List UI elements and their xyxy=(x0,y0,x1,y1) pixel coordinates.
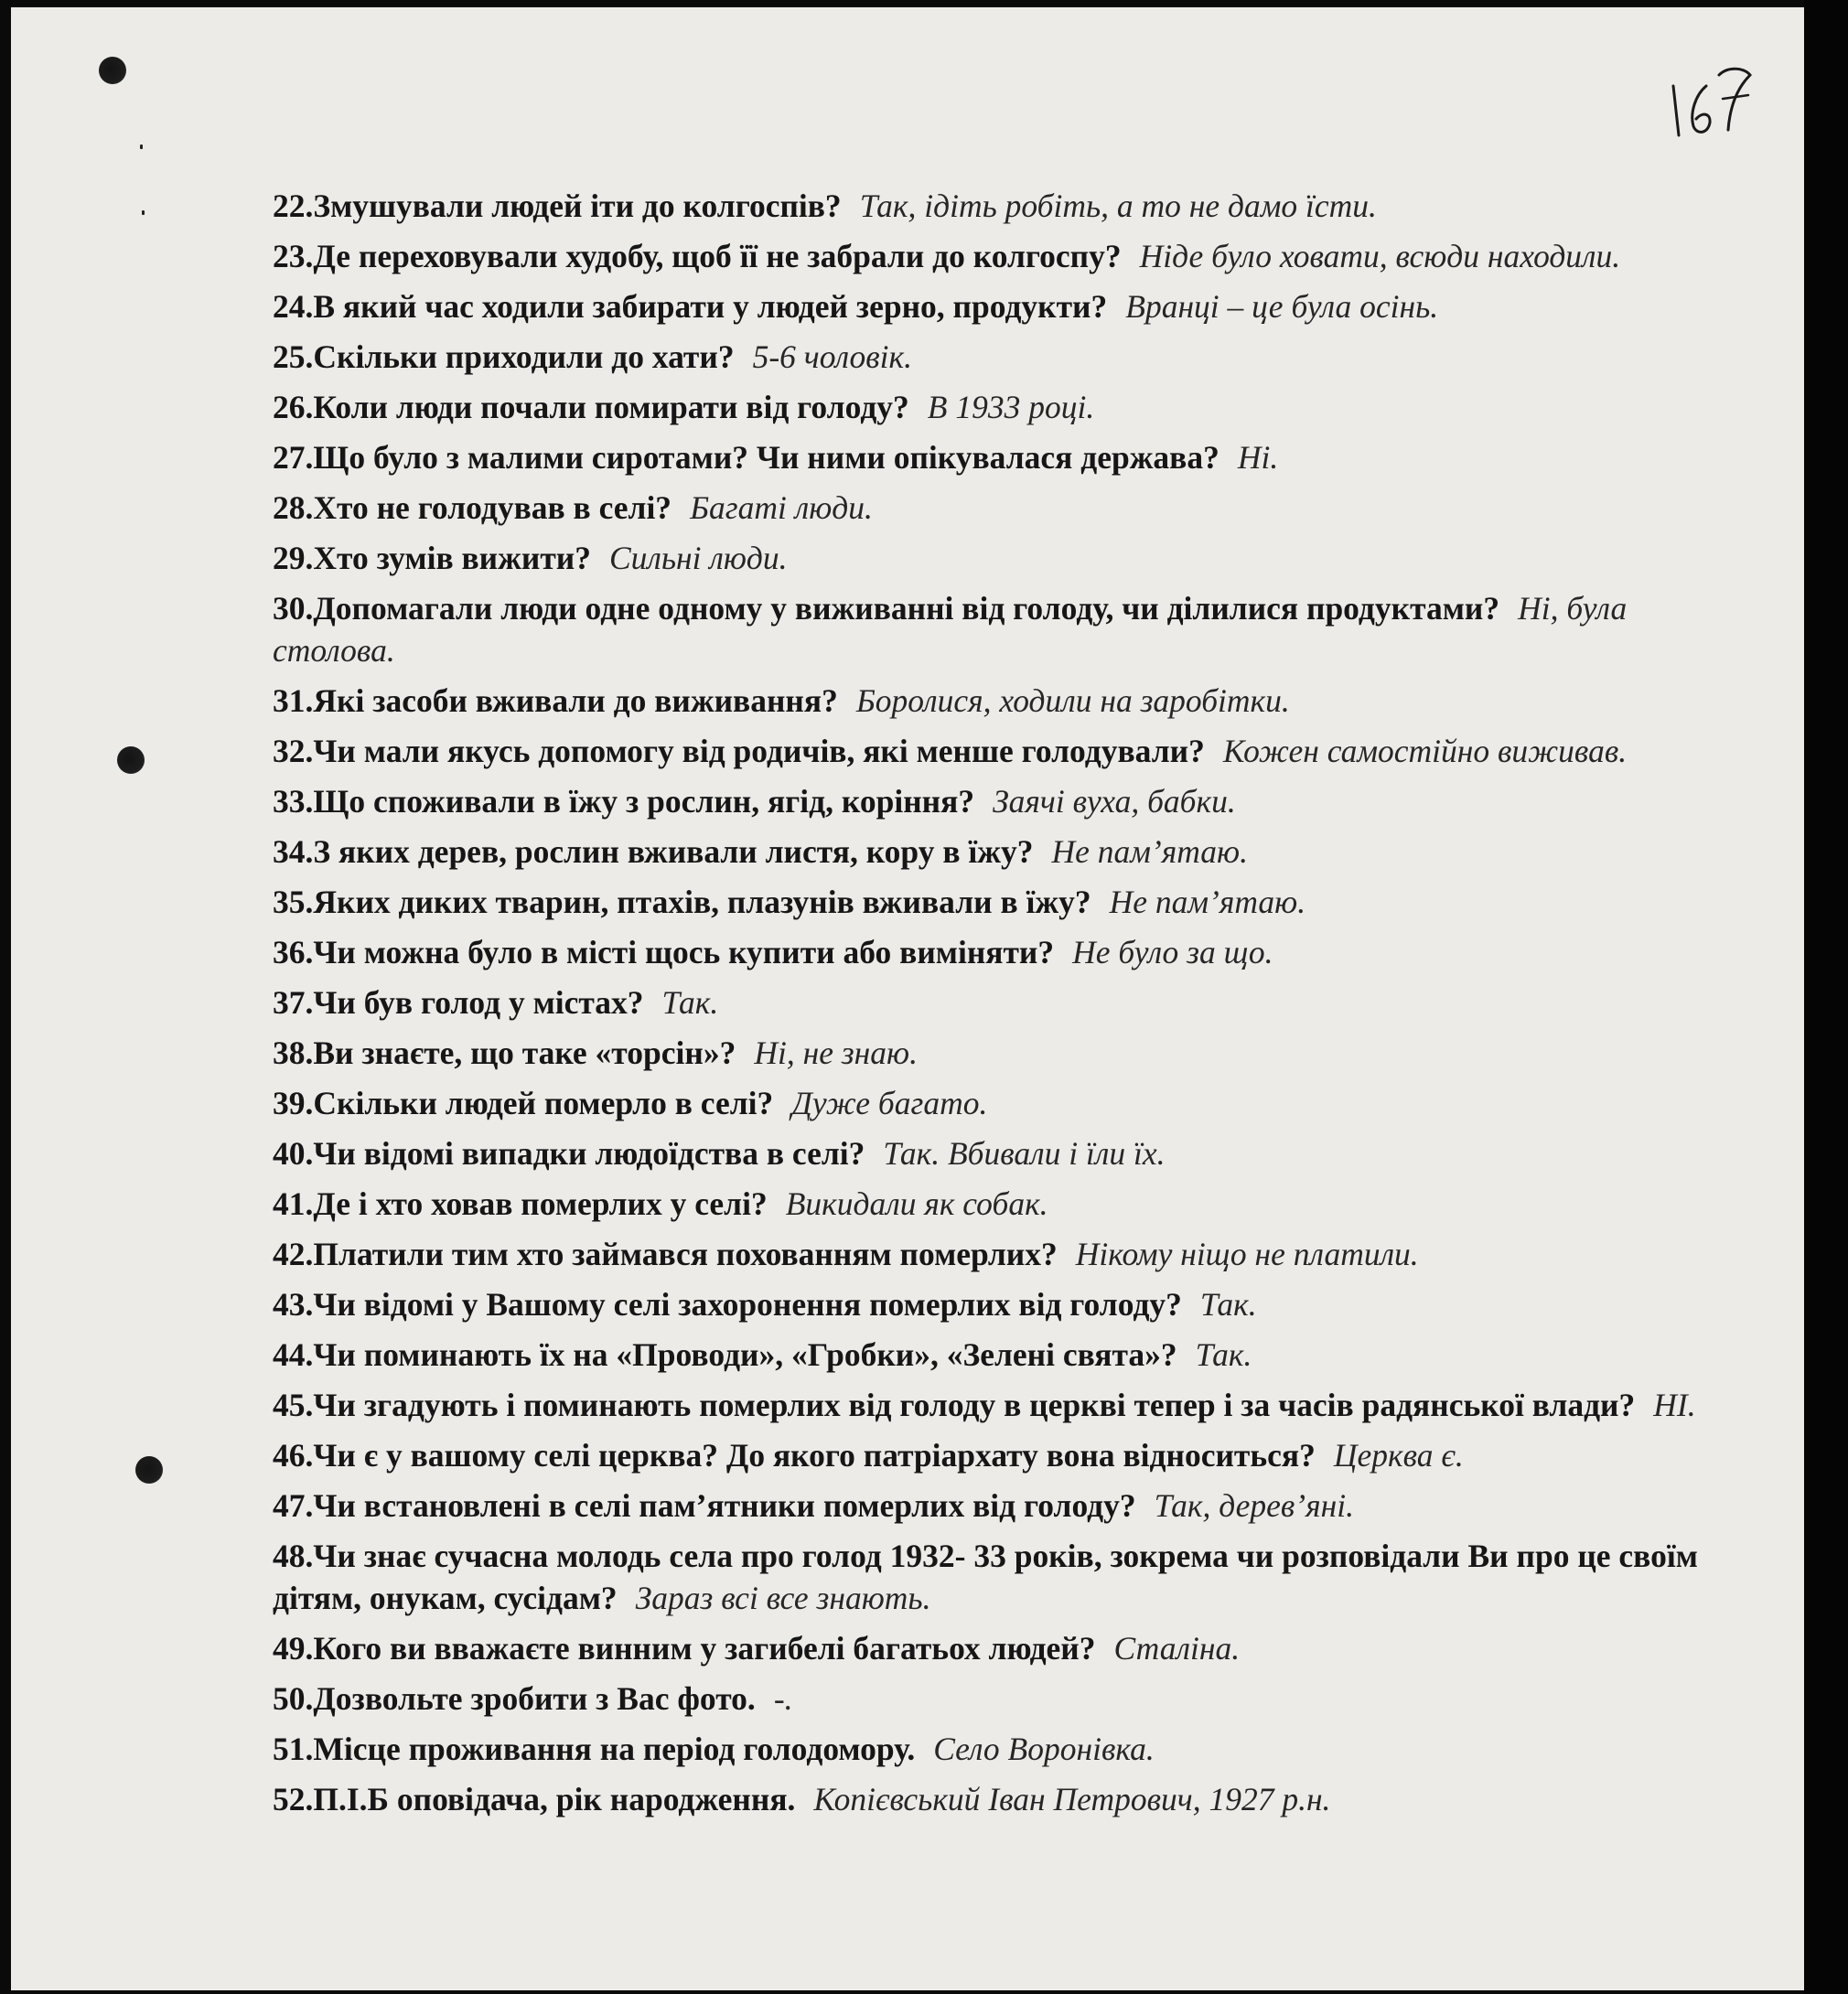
answer-text: Заячі вуха, бабки. xyxy=(993,783,1236,820)
question-text: 33.Що споживали в їжу з рослин, ягід, коріння? xyxy=(273,783,975,820)
question-item xyxy=(273,780,1727,822)
handwritten-page-number xyxy=(1662,59,1763,141)
answer-text: Нікому ніщо не платили. xyxy=(1075,1236,1419,1272)
answer-text: Ніде було ховати, всюди находили. xyxy=(1139,238,1621,274)
question-text: 50.Дозвольте зробити з Вас фото. xyxy=(273,1680,756,1717)
answer-text: Викидали як собак. xyxy=(785,1185,1048,1222)
question-text: 47.Чи встановлені в селі пам’ятники померлих від голоду? xyxy=(273,1487,1136,1524)
question-item xyxy=(273,487,1727,529)
answer-text: Так. Вбивали і їли їх. xyxy=(883,1135,1166,1172)
question-text: 46.Чи є у вашому селі церква? До якого патріархату вона відноситься? xyxy=(273,1437,1316,1474)
answer-text: Кожен самостійно виживав. xyxy=(1222,733,1628,769)
question-text: 40.Чи відомі випадки людоїдства в селі? xyxy=(273,1135,865,1172)
question-text: 52.П.І.Б оповідача, рік народження. xyxy=(273,1781,796,1817)
answer-text: В 1933 році. xyxy=(927,389,1095,425)
question-item xyxy=(273,1778,1727,1820)
question-text: 23.Де переховували худобу, щоб її не забрали до колгоспу? xyxy=(273,238,1122,274)
question-item xyxy=(273,1485,1727,1527)
question-text: 44.Чи поминають їх на «Проводи», «Гробки», «Зелені свята»? xyxy=(273,1336,1177,1373)
answer-text: Копієвський Іван Петрович, 1927 р.н. xyxy=(813,1781,1331,1817)
question-item xyxy=(273,285,1727,327)
question-text: 28.Хто не голодував в селі? xyxy=(273,489,672,526)
question-text: 38.Ви знаєте, що таке «торсін»? xyxy=(273,1035,736,1071)
question-item xyxy=(273,436,1727,478)
question-item xyxy=(273,386,1727,428)
question-text: 43.Чи відомі у Вашому селі захоронення померлих від голоду? xyxy=(273,1286,1182,1323)
question-text: 26.Коли люди почали помирати від голоду? xyxy=(273,389,909,425)
question-text: 41.Де і хто ховав померлих у селі? xyxy=(273,1185,768,1222)
question-item xyxy=(273,1032,1727,1074)
answer-text: -. xyxy=(773,1680,793,1717)
question-item xyxy=(273,680,1727,722)
answer-text: НІ. xyxy=(1653,1387,1696,1423)
answer-text: Так. xyxy=(1195,1336,1252,1373)
question-item xyxy=(273,1384,1727,1426)
question-text: 29.Хто зумів вижити? xyxy=(273,540,591,576)
question-item xyxy=(273,1183,1727,1225)
question-item xyxy=(273,1728,1727,1770)
punch-hole-bottom xyxy=(135,1456,163,1484)
answer-text: Ні, не знаю. xyxy=(754,1035,918,1071)
answer-text: Багаті люди. xyxy=(690,489,873,526)
question-text: 24.В який час ходили забирати у людей зерно, продукти? xyxy=(273,288,1108,325)
questionnaire-list xyxy=(273,185,1727,1828)
question-item xyxy=(273,336,1727,378)
question-item xyxy=(273,1334,1727,1376)
scan-border xyxy=(1804,0,1848,1994)
question-item xyxy=(273,1627,1727,1669)
question-text: 32.Чи мали якусь допомогу від родичів, які менше голодували? xyxy=(273,733,1205,769)
question-item xyxy=(273,185,1727,227)
answer-text: Боролися, ходили на заробітки. xyxy=(855,682,1290,719)
question-item xyxy=(273,1678,1727,1720)
answer-text: Не пам’ятаю. xyxy=(1109,884,1306,920)
question-item xyxy=(273,730,1727,772)
question-item xyxy=(273,1233,1727,1275)
question-text: 45.Чи згадують і поминають померлих від голоду в церкві тепер і за часів радянської влади? xyxy=(273,1387,1636,1423)
question-text: 42.Платили тим хто займався похованням померлих? xyxy=(273,1236,1058,1272)
answer-text: 5-6 чоловік. xyxy=(752,338,912,375)
question-item xyxy=(273,587,1727,671)
question-item xyxy=(273,931,1727,973)
question-item xyxy=(273,981,1727,1024)
question-item xyxy=(273,881,1727,923)
answer-text: Не було за що. xyxy=(1072,934,1273,970)
question-text: 39.Скільки людей померло в селі? xyxy=(273,1085,774,1121)
answer-text: Так, ідіть робіть, а то не дамо їсти. xyxy=(859,188,1377,224)
question-text: 35.Яких диких тварин, птахів, плазунів вживали в їжу? xyxy=(273,884,1091,920)
question-text: 22.Змушували людей іти до колгоспів? xyxy=(273,188,842,224)
question-text: 27.Що було з малими сиротами? Чи ними опікувалася держава? xyxy=(273,439,1219,476)
ink-speck xyxy=(140,145,143,149)
question-text: 36.Чи можна було в місті щось купити або виміняти? xyxy=(273,934,1055,970)
answer-text: Так. xyxy=(1199,1286,1257,1323)
question-text: 49.Кого ви вважаєте винним у загибелі багатьох людей? xyxy=(273,1630,1096,1667)
question-item xyxy=(273,1535,1727,1619)
answer-text: Так. xyxy=(661,984,719,1021)
question-item xyxy=(273,1082,1727,1124)
punch-hole-middle xyxy=(117,746,145,774)
answer-text: Село Воронівка. xyxy=(933,1731,1155,1767)
question-item xyxy=(273,537,1727,579)
answer-text: Ні, була столова. xyxy=(273,590,1628,669)
question-text: 25.Скільки приходили до хати? xyxy=(273,338,735,375)
question-item xyxy=(273,1434,1727,1476)
question-item xyxy=(273,1132,1727,1174)
punch-hole-top xyxy=(99,57,126,84)
answer-text: Сталіна. xyxy=(1113,1630,1241,1667)
answer-text: Зараз всі все знають. xyxy=(635,1580,931,1616)
question-item xyxy=(273,1283,1727,1325)
answer-text: Ні. xyxy=(1237,439,1279,476)
document-page xyxy=(11,7,1804,1990)
answer-text: Сильні люди. xyxy=(608,540,788,576)
question-text: 51.Місце проживання на період голодомору. xyxy=(273,1731,916,1767)
question-text: 48.Чи знає сучасна молодь села про голод 1932- 33 років, зокрема чи розповідали Ви про це своїм дітям, онукам, сусідам? xyxy=(273,1538,1698,1616)
question-text: 37.Чи був голод у містах? xyxy=(273,984,644,1021)
answer-text: Так, дерев’яні. xyxy=(1154,1487,1354,1524)
answer-text: Дуже багато. xyxy=(791,1085,988,1121)
question-item xyxy=(273,831,1727,873)
question-text: 30.Допомагали люди одне одному у виживанні від голоду, чи ділилися продуктами? xyxy=(273,590,1500,627)
question-text: 31.Які засоби вживали до виживання? xyxy=(273,682,838,719)
ink-speck xyxy=(142,210,145,215)
question-text: 34.З яких дерев, рослин вживали листя, кору в їжу? xyxy=(273,833,1034,870)
question-item xyxy=(273,235,1727,277)
answer-text: Церква є. xyxy=(1333,1437,1464,1474)
answer-text: Вранці – це була осінь. xyxy=(1125,288,1439,325)
answer-text: Не пам’ятаю. xyxy=(1051,833,1248,870)
